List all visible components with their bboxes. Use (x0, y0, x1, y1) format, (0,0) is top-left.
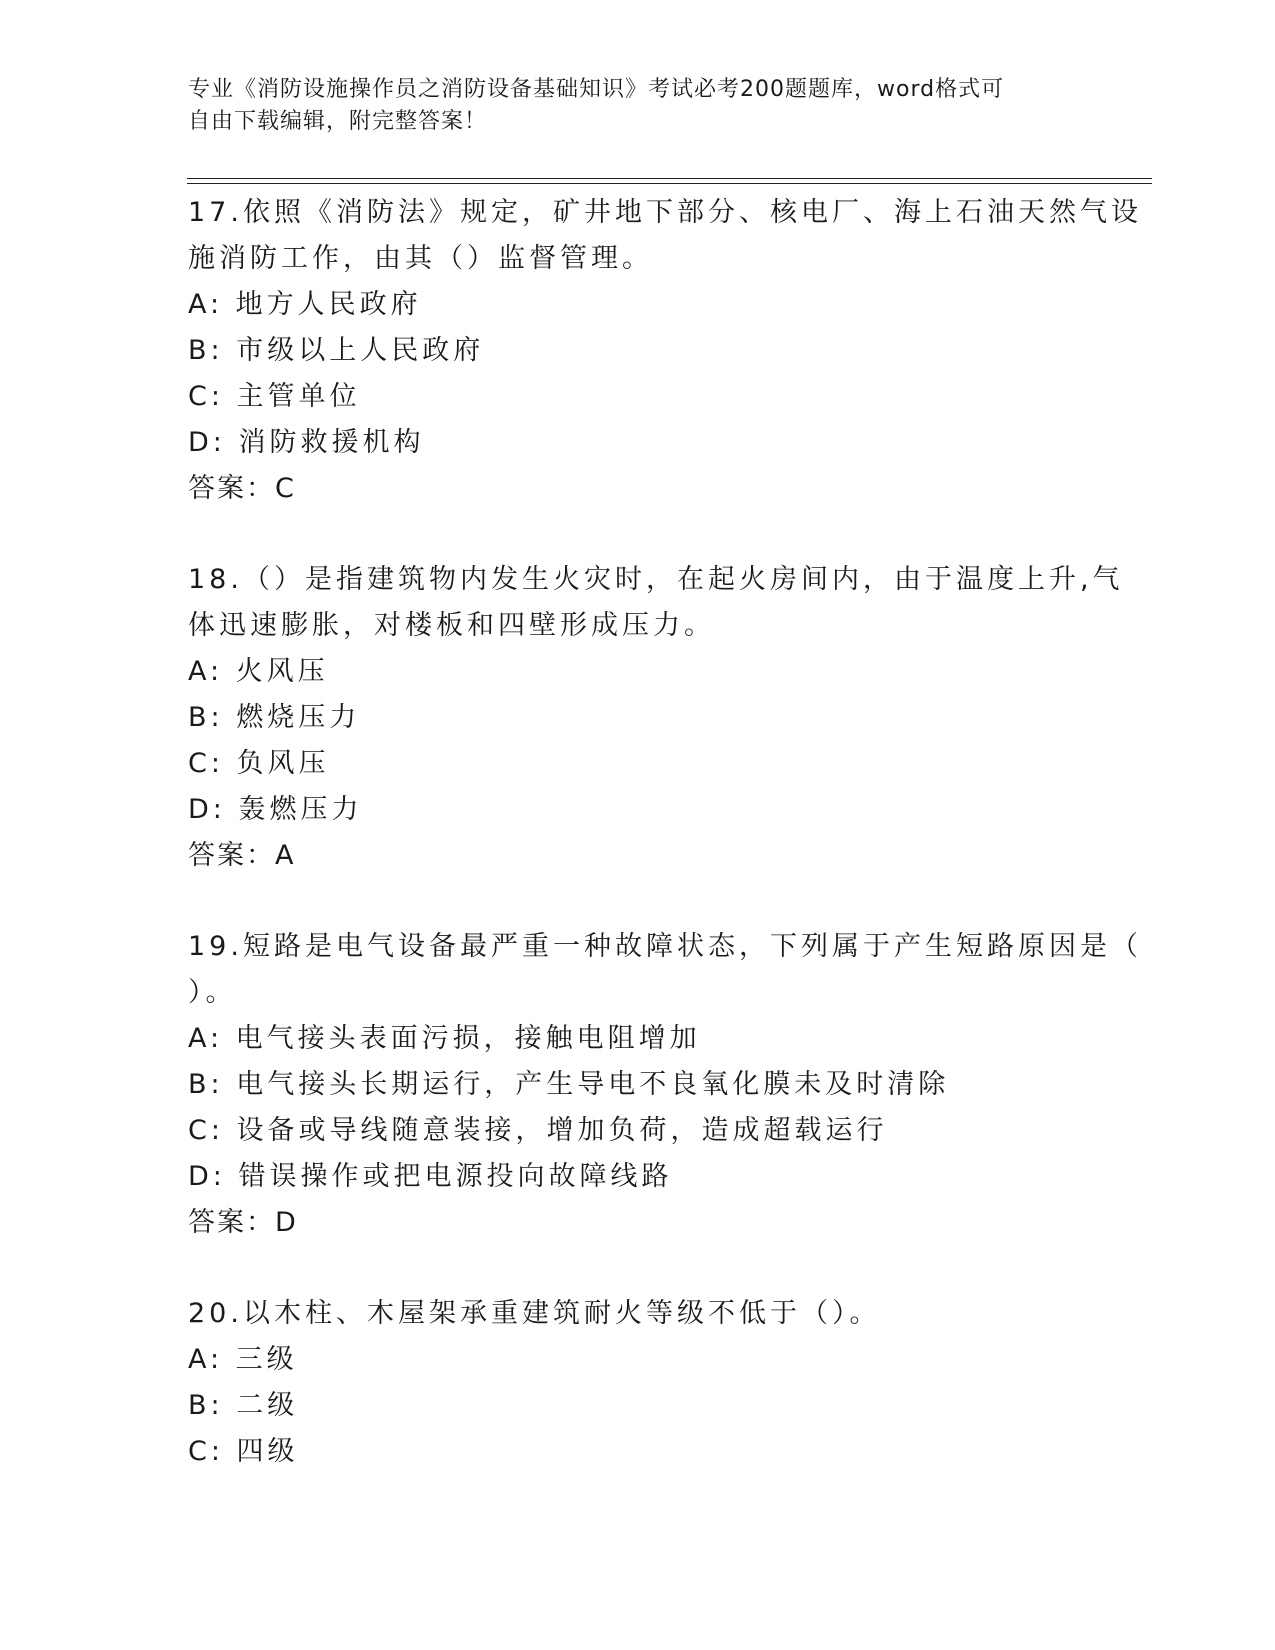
stem-line: 17.依照《消防法》规定，矿井地下部分、核电厂、海上石油天然气设 (188, 197, 1142, 228)
question-stem (188, 190, 1142, 282)
question-stem (188, 924, 1142, 1016)
option-b: B: 二级 (188, 1390, 299, 1421)
option-d: D: 错误操作或把电源投向故障线路 (188, 1161, 673, 1192)
option-b: B: 电气接头长期运行，产生导电不良氧化膜未及时清除 (188, 1069, 950, 1100)
stem-line: 20.以木柱、木屋架承重建筑耐火等级不低于（）。 (188, 1298, 881, 1329)
question-spacer (188, 1246, 1088, 1291)
option-c: C: 主管单位 (188, 381, 361, 412)
option-c: C: 四级 (188, 1436, 299, 1467)
question-stem (188, 1291, 1088, 1337)
option-d: D: 轰燃压力 (188, 794, 363, 825)
option-a: A: 地方人民政府 (188, 289, 422, 320)
option-a: A: 三级 (188, 1344, 298, 1375)
question-19 (188, 924, 1142, 1246)
stem-line: 施消防工作，由其（）监督管理。 (188, 243, 653, 274)
option-b: B: 市级以上人民政府 (188, 335, 485, 366)
option-c: C: 设备或导线随意装接，增加负荷，造成超载运行 (188, 1115, 888, 1146)
header-divider-top (187, 178, 1152, 179)
question-spacer (188, 512, 1088, 557)
option-c: C: 负风压 (188, 748, 330, 779)
option-d: D: 消防救援机构 (188, 427, 425, 458)
stem-line: ）。 (188, 977, 237, 1008)
document-header (188, 74, 1068, 138)
question-list (188, 190, 1142, 1475)
stem-line: 19.短路是电气设备最严重一种故障状态，下列属于产生短路原因是（ (188, 931, 1142, 962)
answer: 答案：A (188, 840, 296, 871)
option-a: A: 电气接头表面污损，接触电阻增加 (188, 1023, 701, 1054)
question-spacer (188, 879, 1088, 924)
stem-line: 18.（）是指建筑物内发生火灾时，在起火房间内，由于温度上升,气 (188, 564, 1124, 595)
question-20 (188, 1291, 1088, 1475)
option-b: B: 燃烧压力 (188, 702, 361, 733)
question-18 (188, 557, 1124, 879)
question-stem (188, 557, 1124, 649)
header-line-2: 自由下载编辑，附完整答案！ (188, 109, 488, 134)
header-divider-bottom (187, 183, 1152, 184)
answer: 答案：C (188, 473, 296, 504)
question-17 (188, 190, 1142, 512)
stem-line: 体迅速膨胀，对楼板和四壁形成压力。 (188, 610, 715, 641)
option-a: A: 火风压 (188, 656, 329, 687)
header-line-1: 专业《消防设施操作员之消防设备基础知识》考试必考200题题库，word格式可 (188, 77, 1005, 102)
answer: 答案：D (188, 1207, 298, 1238)
